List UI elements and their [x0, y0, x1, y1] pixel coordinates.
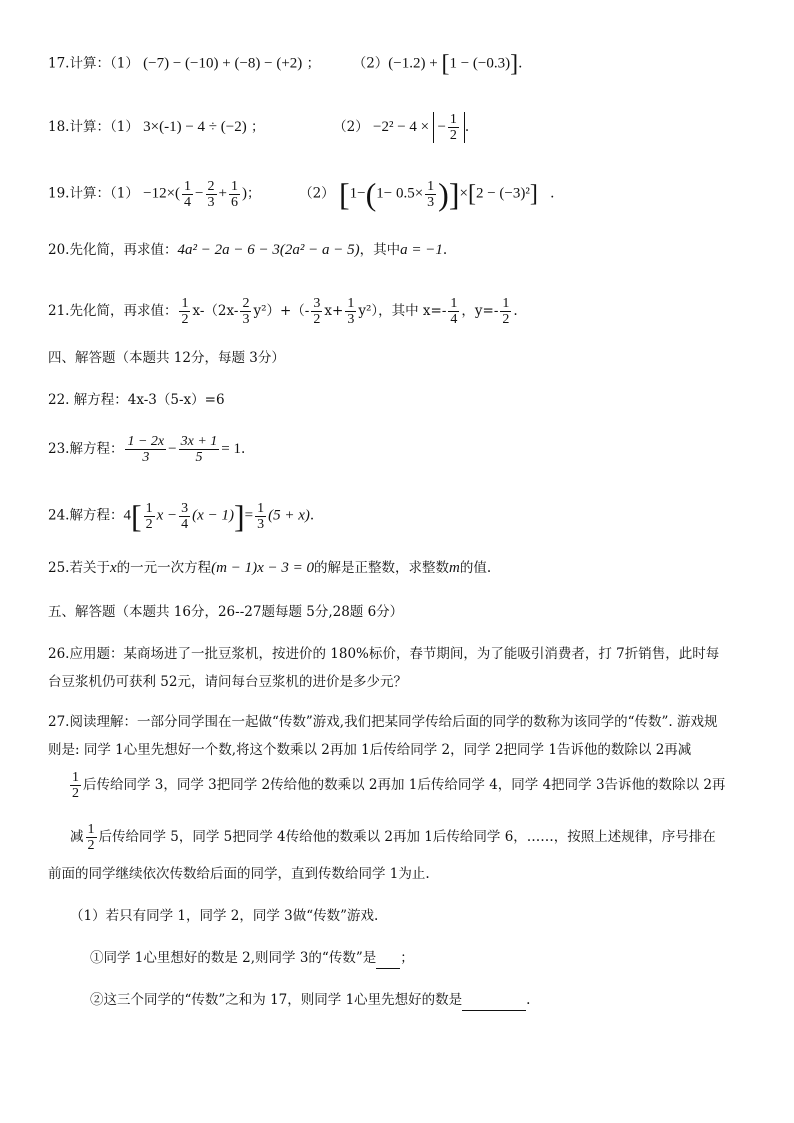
question-21: 21.先化简，再求值： $\frac{1}{2}$ x-（2x- $\frac{2}{3}$ y²）+（- $\frac{3}{2}$ x+ $\frac{1}{3}$ y²），其中 x=- $\frac{1}{4}$ ，y=- $\frac{1}{2}$ . — [48, 296, 518, 327]
answer-blank[interactable] — [376, 948, 400, 969]
question-23: 23.解方程： $\frac{1 - 2x}{3}$ − $\frac{3x + 1}{5}$ = 1. — [48, 434, 246, 465]
question-19: 19.计算：（1） −12×( $\frac{1}{4}$ − $\frac{2}{3}$ + $\frac{1}{6}$ )； （2） [1−(1− 0.5× $\frac{1}{3}$ )]×[2 − (−3)²] . — [48, 176, 555, 212]
question-27-line-4: 减 $\frac{1}{2}$ 后传给同学 5，同学 5把同学 4传给他的数乘以 2再加 1后传给同学 6，……，按照上述规律，序号排在 — [70, 822, 716, 853]
question-27-subq-2: ②这三个同学的“传数”之和为 17，则同学 1心里先想好的数是 . — [90, 990, 530, 1011]
question-26-line-1: 26.应用题：某商场进了一批豆浆机，按进价的 180%标价，春节期间，为了能吸引消费者，打 7折销售，此时每 — [48, 646, 720, 662]
question-27-line-1: 27.阅读理解：一部分同学围在一起做“传数”游戏,我们把某同学传给后面的同学的数称为该同学的“传数”. 游戏规 — [48, 714, 718, 730]
question-25: 25.若关于x的一元一次方程(m − 1)x − 3 = 0的解是正整数，求整数m的值. — [48, 560, 492, 576]
question-26-line-2: 台豆浆机仍可获利 52元，请问每台豆浆机的进价是多少元？ — [48, 674, 407, 690]
question-27-line-2: 则是: 同学 1心里先想好一个数,将这个数乘以 2再加 1后传给同学 2，同学 2把同学 1告诉他的数除以 2再减 — [48, 742, 692, 758]
question-27-part-1: （1）若只有同学 1，同学 2，同学 3做“传数”游戏. — [70, 908, 379, 924]
question-18: 18.计算：（1） 3×(-1) − 4 ÷ (−2) ； （2） −2² − 4 × − $\frac{1}{2}$ . — [48, 112, 470, 143]
section-5-heading: 五、解答题（本题共 16分，26--27题每题 5分,28题 6分） — [48, 604, 404, 620]
absolute-value: − $\frac{1}{2}$ — [433, 112, 464, 143]
question-27-line-3: $\frac{1}{2}$ 后传给同学 3，同学 3把同学 2传给他的数乘以 2再加 1后传给同学 4，同学 4把同学 3告诉他的数除以 2再 — [72, 770, 726, 801]
question-22: 22. 解方程：4x-3（5-x）=6 — [48, 392, 225, 408]
question-20: 20.先化简，再求值：4a² − 2a − 6 − 3(2a² − a − 5)，其中a = −1. — [48, 242, 448, 258]
fraction: $\frac{1}{2}$ — [449, 112, 457, 143]
question-27-subq-1: ①同学 1心里想好的数是 2,则同学 3的“传数”是 ； — [90, 948, 414, 969]
question-27-line-5: 前面的同学继续依次传数给后面的同学，直到传数给同学 1为止. — [48, 866, 430, 882]
question-24: 24.解方程：4[ $\frac{1}{2}$ x − $\frac{3}{4}$ (x − 1)]= $\frac{1}{3}$ (5 + x). — [48, 498, 315, 534]
answer-blank[interactable] — [462, 990, 526, 1011]
question-17: 17.计算：（1） (−7) − (−10) + (−8) − (+2) ； （2）(−1.2) + [1 − (−0.3)]. — [48, 51, 523, 77]
q17-expr1: (−7) − (−10) + (−8) − (+2) — [143, 55, 303, 72]
section-4-heading: 四、解答题（本题共 12分，每题 3分） — [48, 350, 285, 366]
